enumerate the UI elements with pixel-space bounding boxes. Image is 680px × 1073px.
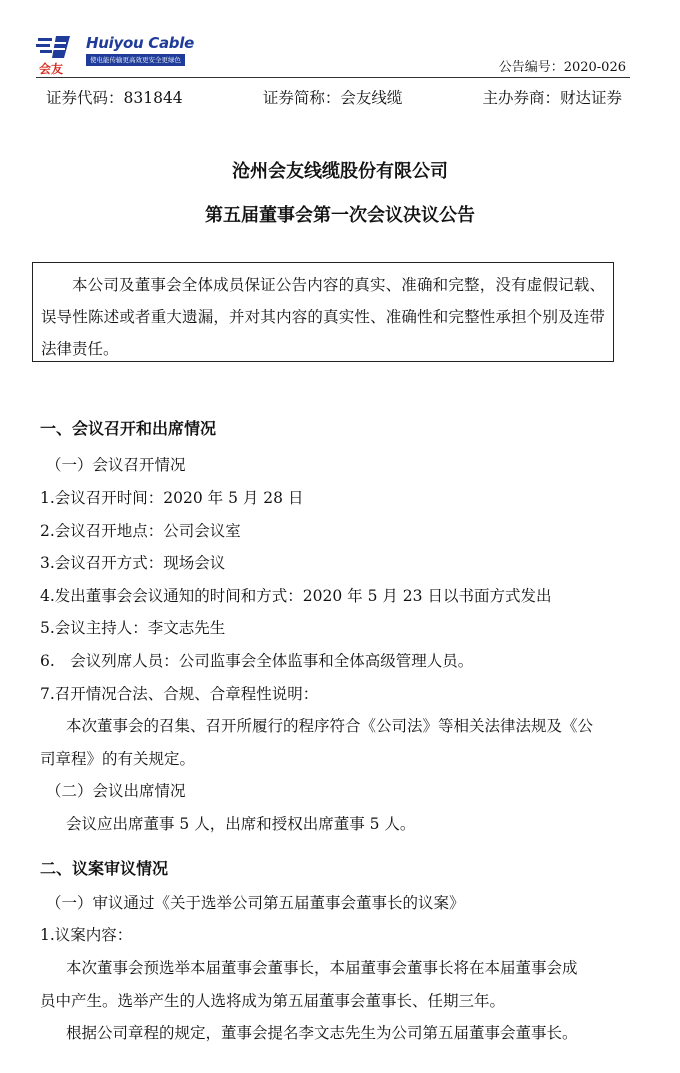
section1-heading: 一、会议召开和出席情况 [40,419,217,438]
compliance-text-line1: 本次董事会的召集、召开所履行的程序符合《公司法》等相关法律法规及《公 [66,717,594,735]
company-logo [36,34,196,74]
security-abbr: 证券简称：会友线缆 [262,89,403,107]
compliance-text-line2: 司章程》的有关规定。 [40,750,196,768]
security-code: 证券代码：831844 [46,89,183,107]
logo-cn-text: 会友 [39,62,64,76]
announcement-title: 第五届董事会第一次会议决议公告 [205,205,475,226]
logo-brand-text: Huiyou Cable [86,34,194,52]
compliance-label: 7.召开情况合法、合规、合章程性说明： [40,685,319,703]
disclaimer-box: 本公司及董事会全体成员保证公告内容的真实、准确和完整，没有虚假记载、误导性陈述或者重大遗漏，并对其内容的真实性、准确性和完整性承担个别及连带法律责任。 [32,262,614,362]
proposal-para1-line1: 本次董事会预选举本届董事会董事长，本届董事会董事长将在本届董事会成 [66,959,578,977]
section2-heading: 二、议案审议情况 [40,859,169,878]
notice-number: 公告编号：2020-026 [498,60,626,75]
proposal-para1-line2: 员中产生。选举产生的人选将成为第五届董事会董事长、任期三年。 [40,992,506,1010]
proposal-content-label: 1.议案内容： [40,926,133,944]
meeting-place: 2.会议召开地点：公司会议室 [40,522,241,540]
meeting-host: 5.会议主持人：李文志先生 [40,619,226,637]
proposal-para2: 根据公司章程的规定，董事会提名李文志先生为公司第五届董事会董事长。 [66,1024,578,1042]
section1-sub1: （一）会议召开情况 [46,456,186,474]
security-info-row [46,86,622,108]
logo-slogan: 使电能传输更高效更安全更绿色 [86,54,185,66]
attendance-text: 会议应出席董事 5 人，出席和授权出席董事 5 人。 [66,815,416,833]
meeting-method: 3.会议召开方式：现场会议 [40,554,226,572]
notice-method: 4.发出董事会会议通知的时间和方式：2020 年 5 月 23 日以书面方式发出 [40,587,552,605]
header-divider [36,77,630,78]
section2-sub1: （一）审议通过《关于选举公司第五届董事会董事长的议案》 [46,894,465,912]
broker-name: 主办券商：财达证券 [482,89,622,107]
company-title: 沧州会友线缆股份有限公司 [232,161,448,182]
meeting-time: 1.会议召开时间：2020 年 5 月 28 日 [40,489,304,507]
section1-sub2: （二）会议出席情况 [46,782,186,800]
attendees-list: 6. 会议列席人员：公司监事会全体监事和全体高级管理人员。 [40,652,474,670]
